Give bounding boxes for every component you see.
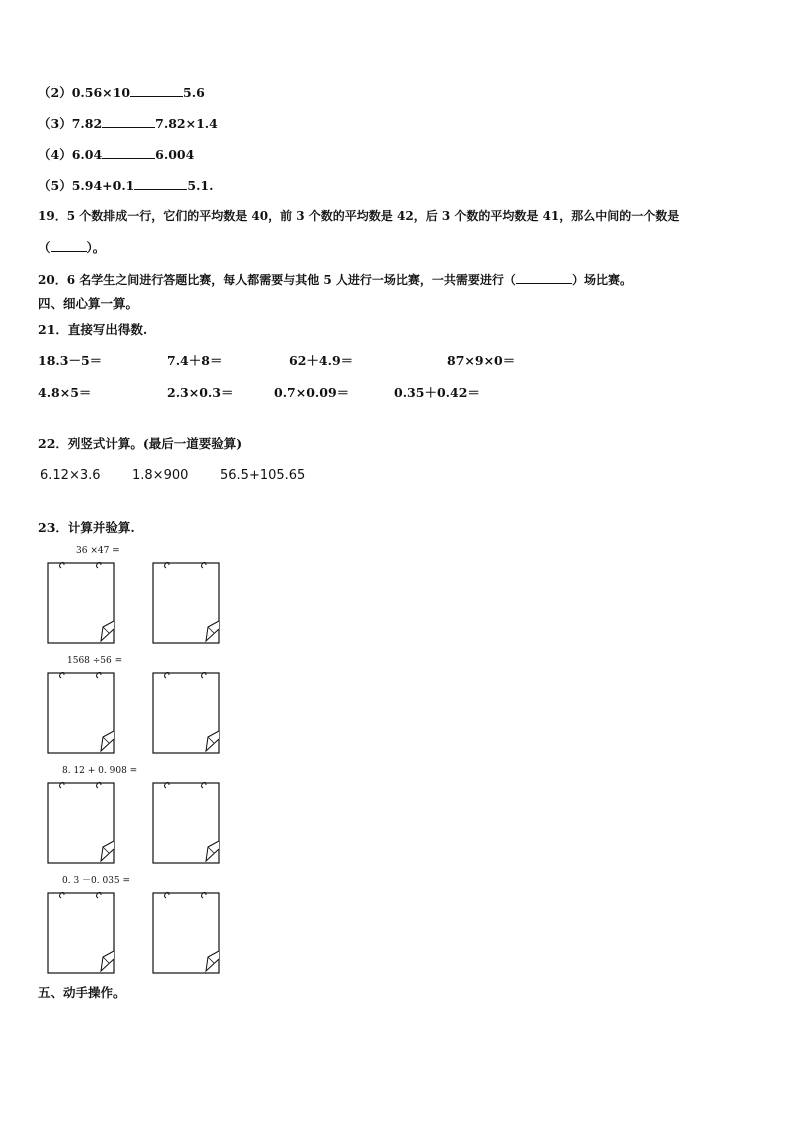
notepad-answer-box[interactable] <box>47 671 113 753</box>
right-expression: 5.6 <box>183 85 205 100</box>
right-expression: 5.1. <box>187 178 214 193</box>
compare-item <box>38 115 218 132</box>
calc-item: 4.8×5＝ <box>38 385 92 400</box>
compare-item <box>38 177 213 194</box>
question-20-suffix: ）场比赛。 <box>571 273 632 287</box>
notepad-answer-box[interactable] <box>47 561 113 643</box>
answer-blank[interactable] <box>102 115 155 128</box>
vertical-calc-item: 56.5+105.65 <box>220 468 306 483</box>
right-expression: 7.82×1.4 <box>155 116 218 131</box>
vertical-calc-item: 6.12×3.6 <box>40 468 101 483</box>
question-23-title: 23．计算并验算. <box>38 520 135 535</box>
answer-blank[interactable] <box>134 177 187 190</box>
item-number: （3） <box>38 116 72 131</box>
answer-blank[interactable] <box>516 271 572 284</box>
calc-item: 0.35＋0.42＝ <box>394 385 480 400</box>
notepad-answer-box[interactable] <box>152 561 218 643</box>
notepad-answer-box[interactable] <box>47 891 113 973</box>
vertical-calc-item: 1.8×900 <box>132 468 189 483</box>
section-4-heading: 四、细心算一算。 <box>38 296 139 311</box>
calc-item: 7.4＋8＝ <box>167 353 223 368</box>
pad-expression: 8. 12 + 0. 908 = <box>62 766 138 776</box>
pad-expression: 1568 ÷56 = <box>67 656 123 666</box>
section-5-heading: 五、动手操作。 <box>38 985 126 1000</box>
question-20 <box>38 271 632 288</box>
calc-item: 0.7×0.09＝ <box>274 385 350 400</box>
question-21-title: 21．直接写出得数. <box>38 322 148 337</box>
left-expression: 5.94+0.1 <box>71 178 135 193</box>
answer-blank[interactable] <box>51 239 87 252</box>
notepad-answer-box[interactable] <box>152 781 218 863</box>
close-paren: ）。 <box>86 240 106 255</box>
left-expression: 6.04 <box>71 147 103 162</box>
item-number: （5） <box>38 178 72 193</box>
pad-expression: 36 ×47 = <box>76 546 120 556</box>
compare-item <box>38 146 194 163</box>
notepad-answer-box[interactable] <box>47 781 113 863</box>
calc-item: 87×9×0＝ <box>447 353 516 368</box>
question-22-title: 22．列竖式计算。(最后一道要验算) <box>38 436 243 451</box>
notepad-answer-box[interactable] <box>152 891 218 973</box>
calc-item: 2.3×0.3＝ <box>167 385 234 400</box>
item-number: （4） <box>38 147 72 162</box>
calc-item: 18.3－5＝ <box>38 353 103 368</box>
answer-blank[interactable] <box>102 146 155 159</box>
calc-item: 62＋4.9＝ <box>289 353 354 368</box>
answer-blank[interactable] <box>130 84 183 97</box>
item-number: （2） <box>38 85 72 100</box>
question-19-answer-line <box>38 239 105 256</box>
left-expression: 7.82 <box>71 116 103 131</box>
right-expression: 6.004 <box>155 147 195 162</box>
open-paren: （ <box>38 240 51 255</box>
compare-item <box>38 84 205 101</box>
question-19-text: 19．5 个数排成一行，它们的平均数是 40，前 3 个数的平均数是 42，后 3 个数的平均数是 41，那么中间的一个数是 <box>38 209 680 223</box>
left-expression: 0.56×10 <box>71 85 131 100</box>
question-20-text: 20．6 名学生之间进行答题比赛，每人都需要与其他 5 人进行一场比赛，一共需要进行（ <box>38 273 516 287</box>
notepad-answer-box[interactable] <box>152 671 218 753</box>
pad-expression: 0. 3 －0. 035 = <box>62 876 131 886</box>
